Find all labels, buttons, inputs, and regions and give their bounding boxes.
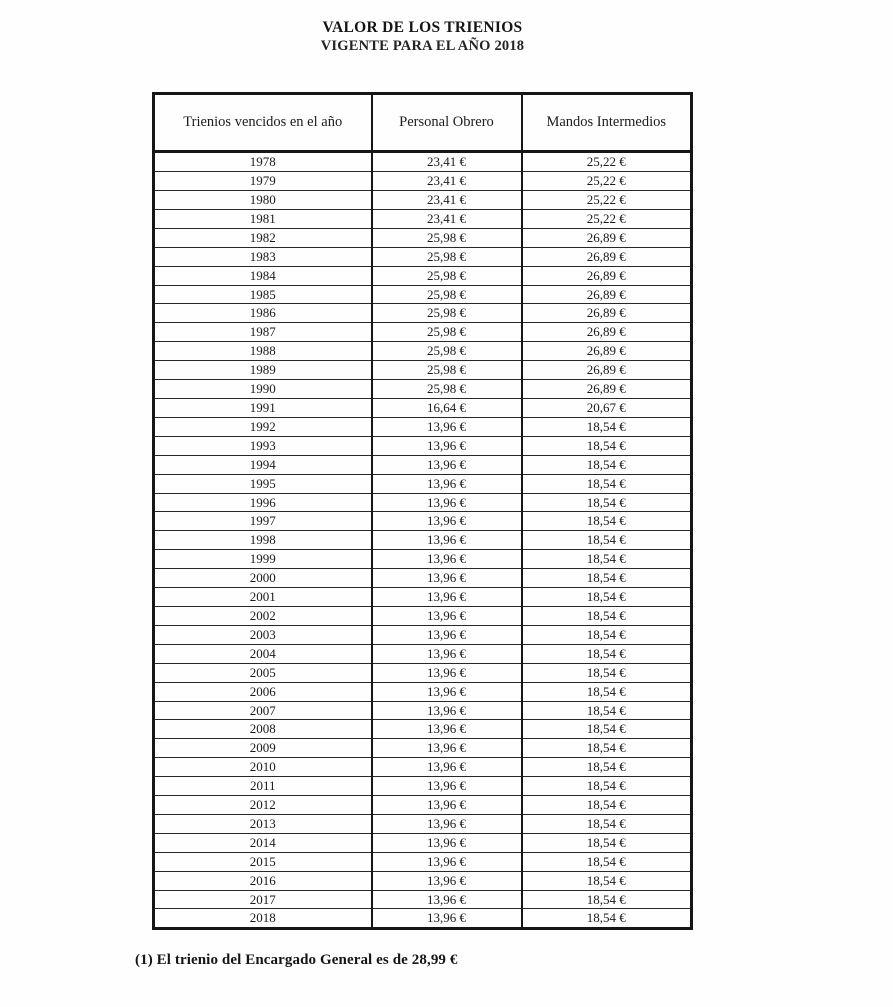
column-header-trienios-vencidos: Trienios vencidos en el año bbox=[154, 94, 372, 152]
table-cell: 25,22 € bbox=[522, 209, 692, 228]
table-cell: 18,54 € bbox=[522, 493, 692, 512]
table-cell: 2008 bbox=[154, 720, 372, 739]
table-cell: 13,96 € bbox=[372, 569, 522, 588]
table-row bbox=[154, 890, 692, 909]
table-row bbox=[154, 739, 692, 758]
table-cell: 25,98 € bbox=[372, 380, 522, 399]
table-cell: 25,98 € bbox=[372, 323, 522, 342]
table-row bbox=[154, 247, 692, 266]
table-row bbox=[154, 228, 692, 247]
table-cell: 25,98 € bbox=[372, 228, 522, 247]
table-cell: 18,54 € bbox=[522, 663, 692, 682]
table-cell: 18,54 € bbox=[522, 588, 692, 607]
table-cell: 26,89 € bbox=[522, 266, 692, 285]
table-cell: 13,96 € bbox=[372, 588, 522, 607]
table-cell: 25,22 € bbox=[522, 191, 692, 210]
table-row bbox=[154, 758, 692, 777]
table-cell: 23,41 € bbox=[372, 191, 522, 210]
table-row bbox=[154, 266, 692, 285]
table-row bbox=[154, 663, 692, 682]
table-cell: 1978 bbox=[249, 154, 276, 170]
table-cell: 18,54 € bbox=[522, 777, 692, 796]
table-cell: 1998 bbox=[154, 531, 372, 550]
table-cell: 13,96 € bbox=[372, 871, 522, 890]
table-cell: 2010 bbox=[154, 758, 372, 777]
table-cell: 13,96 € bbox=[372, 777, 522, 796]
table-cell: 13,96 € bbox=[372, 550, 522, 569]
table-cell: 1979 bbox=[154, 172, 372, 191]
table-cell: 2009 bbox=[154, 739, 372, 758]
table-cell: 18,54 € bbox=[522, 550, 692, 569]
table-cell: 25,22 € bbox=[522, 172, 692, 191]
table-row bbox=[154, 814, 692, 833]
table-cell: 1983 bbox=[154, 247, 372, 266]
table-cell: 2012 bbox=[154, 796, 372, 815]
table-cell: 13,96 € bbox=[372, 531, 522, 550]
table-cell: 2005 bbox=[154, 663, 372, 682]
table-row bbox=[154, 852, 692, 871]
table-cell: 23,41 € bbox=[372, 172, 522, 191]
table-row bbox=[154, 796, 692, 815]
table-cell: 2016 bbox=[154, 871, 372, 890]
table-cell: 13,96 € bbox=[372, 436, 522, 455]
table-cell: 1994 bbox=[154, 455, 372, 474]
table-cell: 26,89 € bbox=[522, 228, 692, 247]
table-row bbox=[154, 588, 692, 607]
table-row bbox=[154, 152, 692, 172]
table-cell: 2014 bbox=[154, 833, 372, 852]
table-cell: 18,54 € bbox=[522, 871, 692, 890]
table-cell: 1987 bbox=[154, 323, 372, 342]
table-cell: 1992 bbox=[154, 417, 372, 436]
table-cell: 26,89 € bbox=[522, 304, 692, 323]
table-cell: 1995 bbox=[154, 474, 372, 493]
table-row bbox=[154, 606, 692, 625]
table-cell: 13,96 € bbox=[372, 909, 522, 929]
table-cell: 2004 bbox=[154, 644, 372, 663]
table-cell: 18,54 € bbox=[522, 796, 692, 815]
table-cell: 13,96 € bbox=[372, 758, 522, 777]
table-cell: 1999 bbox=[154, 550, 372, 569]
table-cell: 26,89 € bbox=[522, 247, 692, 266]
table-cell: 13,96 € bbox=[372, 455, 522, 474]
table-row bbox=[154, 871, 692, 890]
table-cell: 18,54 € bbox=[522, 852, 692, 871]
table-cell: 18,54 € bbox=[522, 417, 692, 436]
table-cell: 18,54 € bbox=[522, 833, 692, 852]
table-cell: 18,54 € bbox=[522, 625, 692, 644]
column-header-mandos-intermedios: Mandos Intermedios bbox=[522, 94, 692, 152]
table-cell: 25,98 € bbox=[372, 304, 522, 323]
table-body bbox=[154, 152, 692, 929]
table-cell: 25,98 € bbox=[372, 342, 522, 361]
trienios-table bbox=[152, 92, 693, 930]
table-header-row bbox=[154, 94, 692, 152]
table-cell: 13,96 € bbox=[372, 739, 522, 758]
footnote: (1) El trienio del Encargado General es de 28,99 € bbox=[135, 952, 458, 969]
table-row bbox=[154, 701, 692, 720]
table-cell: 18,54 € bbox=[522, 758, 692, 777]
table-row bbox=[154, 909, 692, 929]
table-row bbox=[154, 380, 692, 399]
table-cell: 25,22 € bbox=[522, 152, 692, 172]
table-cell: 1996 bbox=[154, 493, 372, 512]
table-cell: 13,96 € bbox=[372, 474, 522, 493]
table-row bbox=[154, 474, 692, 493]
table-cell: 13,96 € bbox=[372, 606, 522, 625]
table-cell: 25,98 € bbox=[372, 247, 522, 266]
table-row bbox=[154, 323, 692, 342]
table-row bbox=[154, 644, 692, 663]
table-cell: 1982 bbox=[154, 228, 372, 247]
table-cell: 2006 bbox=[154, 682, 372, 701]
table-cell: 18,54 € bbox=[522, 474, 692, 493]
table-cell: 13,96 € bbox=[372, 720, 522, 739]
table-cell: 18,54 € bbox=[522, 739, 692, 758]
table-cell: 2015 bbox=[154, 852, 372, 871]
table-cell: 13,96 € bbox=[372, 493, 522, 512]
table-cell: 18,54 € bbox=[522, 455, 692, 474]
table-cell: 2003 bbox=[154, 625, 372, 644]
table-cell: 1980 bbox=[154, 191, 372, 210]
table-cell: 2011 bbox=[154, 777, 372, 796]
table-cell: 1989 bbox=[154, 361, 372, 380]
table-cell: 13,96 € bbox=[372, 682, 522, 701]
table-row bbox=[154, 833, 692, 852]
table-cell: 18,54 € bbox=[522, 909, 692, 929]
table-row bbox=[154, 342, 692, 361]
table-row bbox=[154, 304, 692, 323]
table-cell: 2002 bbox=[154, 606, 372, 625]
table-cell: 23,41 € bbox=[372, 209, 522, 228]
table-cell: 2018 bbox=[154, 909, 372, 929]
table-cell: 2000 bbox=[154, 569, 372, 588]
table-row bbox=[154, 191, 692, 210]
table-cell: 1990 bbox=[154, 380, 372, 399]
table-cell: 26,89 € bbox=[522, 285, 692, 304]
table-cell: 25,98 € bbox=[372, 361, 522, 380]
table-row bbox=[154, 512, 692, 531]
table-cell: 13,96 € bbox=[372, 701, 522, 720]
table-cell: 13,96 € bbox=[372, 512, 522, 531]
table-cell: 18,54 € bbox=[522, 814, 692, 833]
table-cell: 1984 bbox=[154, 266, 372, 285]
table-cell: 18,54 € bbox=[522, 701, 692, 720]
table-cell: 13,96 € bbox=[372, 890, 522, 909]
column-header-personal-obrero: Personal Obrero bbox=[372, 94, 522, 152]
table-cell: 2007 bbox=[154, 701, 372, 720]
table-row bbox=[154, 417, 692, 436]
table-cell: 26,89 € bbox=[522, 380, 692, 399]
table-row bbox=[154, 436, 692, 455]
table-cell: 1986 bbox=[154, 304, 372, 323]
table-cell: 13,96 € bbox=[372, 796, 522, 815]
table-cell: 1993 bbox=[154, 436, 372, 455]
table-row bbox=[154, 682, 692, 701]
table-header bbox=[154, 94, 692, 152]
table-cell: 2017 bbox=[154, 890, 372, 909]
table-row bbox=[154, 455, 692, 474]
table-row bbox=[154, 625, 692, 644]
table-cell: 2001 bbox=[154, 588, 372, 607]
table-cell: 18,54 € bbox=[522, 512, 692, 531]
table-row bbox=[154, 361, 692, 380]
table-cell: 23,41 € bbox=[372, 152, 522, 172]
table-cell: 18,54 € bbox=[522, 569, 692, 588]
table-cell: 1981 bbox=[154, 209, 372, 228]
table-cell: 2013 bbox=[154, 814, 372, 833]
table-cell: 13,96 € bbox=[372, 833, 522, 852]
document-subtitle: VIGENTE PARA EL AÑO 2018 bbox=[320, 38, 525, 55]
table-cell: 13,96 € bbox=[372, 663, 522, 682]
table-cell: 1991 bbox=[154, 399, 372, 418]
table-row bbox=[154, 531, 692, 550]
table-cell: 26,89 € bbox=[522, 361, 692, 380]
table-row bbox=[154, 209, 692, 228]
table-cell: 13,96 € bbox=[372, 417, 522, 436]
document-header bbox=[150, 0, 695, 56]
table-cell: 18,54 € bbox=[522, 531, 692, 550]
table-cell: 18,54 € bbox=[522, 682, 692, 701]
table-row bbox=[154, 493, 692, 512]
table-cell: 18,54 € bbox=[522, 644, 692, 663]
table-cell: 13,96 € bbox=[372, 852, 522, 871]
table-cell: 18,54 € bbox=[522, 890, 692, 909]
table-row bbox=[154, 285, 692, 304]
table-cell: 18,54 € bbox=[522, 720, 692, 739]
table-row bbox=[154, 777, 692, 796]
table-cell: 25,98 € bbox=[372, 285, 522, 304]
table-cell: 25,98 € bbox=[372, 266, 522, 285]
table-row bbox=[154, 720, 692, 739]
table-row bbox=[154, 550, 692, 569]
table-cell: 13,96 € bbox=[372, 625, 522, 644]
table-cell: 1997 bbox=[154, 512, 372, 531]
table-cell: 20,67 € bbox=[522, 399, 692, 418]
table-cell: 1988 bbox=[154, 342, 372, 361]
table-cell: 1985 bbox=[154, 285, 372, 304]
table-row bbox=[154, 569, 692, 588]
table-cell: 13,96 € bbox=[372, 814, 522, 833]
table-cell: 26,89 € bbox=[522, 323, 692, 342]
table-row bbox=[154, 399, 692, 418]
table-cell: 16,64 € bbox=[372, 399, 522, 418]
table-cell: 13,96 € bbox=[372, 644, 522, 663]
table-row bbox=[154, 172, 692, 191]
table-cell: 18,54 € bbox=[522, 606, 692, 625]
table-cell: 18,54 € bbox=[522, 436, 692, 455]
table-cell: 26,89 € bbox=[522, 342, 692, 361]
document-title: VALOR DE LOS TRIENIOS bbox=[322, 19, 523, 36]
